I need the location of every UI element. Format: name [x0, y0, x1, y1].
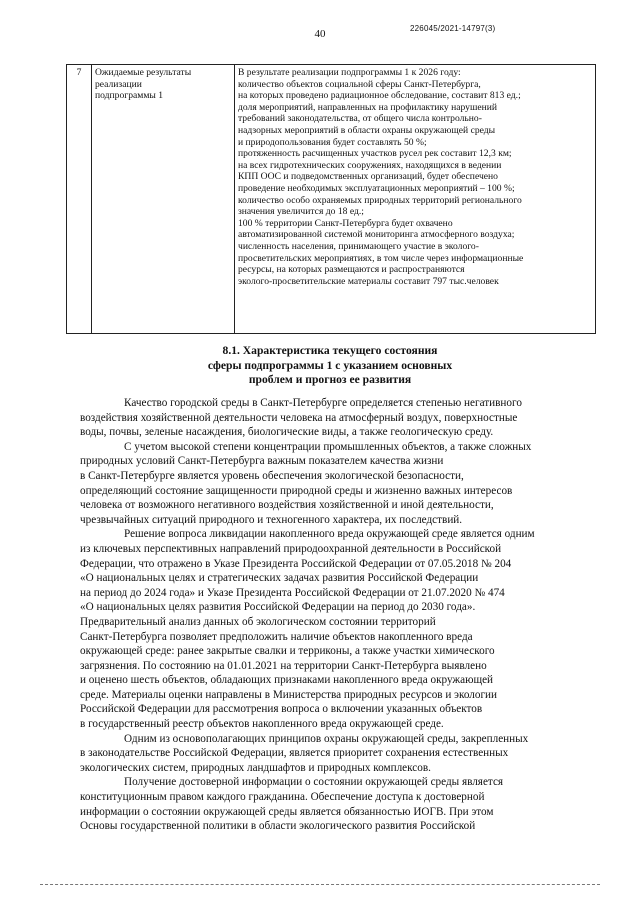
row-content-line: количество особо охраняемых природных территорий регионального	[238, 194, 522, 206]
row-name-line: реализации	[95, 78, 142, 90]
paragraph-line: определяющий состояние защищенности природной среды и жизненно важных интересов	[80, 484, 513, 497]
paragraph-line: Основы государственной политики в области экологического развития Российской	[80, 820, 476, 833]
paragraph-line: экологических систем, природных ландшафтов и природных комплексов.	[80, 761, 431, 774]
paragraph-line: Предварительный анализ данных об экологическом состоянии территорий	[80, 615, 436, 628]
paragraph-line: окружающей среде: ранее закрытые свалки и терриконы, а также участки химического	[80, 645, 495, 658]
row-content-line: и природопользования будет составлять 50 %;	[238, 136, 427, 148]
paragraph-line: информации о состоянии окружающей среды является обязанностью ИОГВ. При этом	[80, 805, 494, 818]
row-content-line: просветительских мероприятиях, в том числе через информационные	[238, 252, 524, 264]
section-title-line: сферы подпрограммы 1 с указанием основных	[207, 358, 453, 372]
paragraph-line: воды, почвы, зеленые насаждения, биологические виды, а также геологическую среду.	[80, 426, 494, 439]
paragraph-line: человека от возможного негативного воздействия хозяйственной и иной деятельности,	[80, 499, 494, 512]
paragraph-line: Санкт-Петербурга позволяет предположить наличие объектов накопленного вреда	[80, 630, 473, 643]
paragraph-line: С учетом высокой степени концентрации промышленных объектов, а также сложных	[124, 440, 532, 453]
row-content-line: надзорных мероприятий в области охраны окружающей среды	[238, 124, 496, 136]
row-content-line: ресурсы, на которых размещаются и распространяются	[238, 264, 465, 276]
section-title	[80, 344, 580, 388]
row-content-line: протяженность расчищенных участков русел рек составит 12,3 км;	[238, 148, 512, 160]
paragraph-line: Получение достоверной информации о состоянии окружающей среды является	[124, 776, 504, 789]
paragraph-line: в государственный реестр объектов накопленного вреда окружающей среде.	[80, 718, 444, 731]
paragraph-line: Одним из основополагающих принципов охраны окружающей среды, закрепленных	[124, 732, 529, 745]
row-content-line: количество объектов социальной сферы Санкт-Петербурга,	[238, 78, 481, 90]
paragraph-line: на период до 2024 года» и Указе Президента Российской Федерации от 21.07.2020 № 474	[80, 586, 505, 599]
row-name-line: Ожидаемые результаты	[95, 67, 192, 78]
paragraph-line: Качество городской среды в Санкт-Петербурге определяется степенью негативного	[124, 397, 522, 409]
paragraph-line: Федерации, что отражено в Указе Президента Российской Федерации от 07.05.2018 № 204	[80, 557, 512, 570]
results-table	[66, 64, 596, 334]
paragraph-line: из ключевых перспективных направлений природоохранной деятельности в Российской	[80, 542, 502, 555]
paragraph-line: конституционным правом каждого гражданина. Обеспечение доступа к достоверной	[80, 791, 485, 804]
paragraph-line: воздействия хозяйственной деятельности человека на атмосферный воздух, поверхностные	[80, 411, 518, 424]
row-name-line: подпрограммы 1	[95, 90, 164, 102]
section-title-line: 8.1. Характеристика текущего состояния	[222, 344, 438, 357]
paragraph-line: в законодательстве Российской Федерации, является приоритет сохранения естественных	[80, 747, 509, 760]
row-content-line: значения увеличится до 18 ед.;	[238, 206, 364, 218]
row-content-line: требований законодательства, от общего числа контрольно-	[238, 113, 482, 125]
row-content-line: КПП ООС и подведомственных организаций, будет обеспечено	[238, 171, 498, 183]
paragraph-line: «О национальных целях и стратегических задачах развития Российской Федерации	[80, 572, 479, 585]
paragraph-line: загрязнения. По состоянию на 01.01.2021 на территории Санкт-Петербурга выявлено	[80, 659, 487, 672]
paragraph-line: «О национальных целях развития Российской Федерации на период до 2030 года».	[80, 601, 476, 614]
paragraph-line: и оценено шесть объектов, обладающих признаками накопленного вреда окружающей	[80, 674, 494, 687]
row-name-cell	[92, 65, 235, 334]
row-content-line: автоматизированной системой мониторинга атмосферного воздуха;	[238, 229, 515, 241]
paragraph-line: среде. Материалы оценки направлены в Министерства природных ресурсов и экологии	[80, 688, 498, 701]
section-title-line: проблем и прогноз ее развития	[248, 373, 412, 387]
row-content-line: В результате реализации подпрограммы 1 к 2026 году:	[238, 67, 461, 78]
row-content-cell	[235, 65, 596, 334]
row-content-line: на которых проведено радиационное обследование, составит 813 ед.;	[238, 90, 521, 102]
paragraph-line: чрезвычайных ситуаций природного и техногенного характера, их последствий.	[80, 513, 463, 526]
paragraph-line: в Санкт-Петербурге является уровень обеспечения экологической безопасности,	[80, 469, 464, 482]
row-number-cell: 7	[67, 65, 92, 334]
body-text	[80, 396, 600, 834]
table-row	[67, 65, 596, 334]
paragraph-line: природных условий Санкт-Петербурга важным показателем качества жизни	[80, 455, 444, 468]
document-id: 226045/2021-14797(3)	[410, 24, 496, 33]
row-content-line: 100 % территории Санкт-Петербурга будет охвачено	[238, 217, 453, 229]
page-number: 40	[314, 28, 326, 40]
row-content-line: эколого-просветительские материалы составит 797 тыс.человек	[238, 275, 499, 287]
page-bottom-rule	[40, 884, 600, 885]
row-content-line: на всех гидротехнических сооружениях, находящихся в ведении	[238, 159, 502, 171]
paragraph-line: Российской Федерации для рассмотрения вопроса о включении указанных объектов	[80, 703, 483, 716]
row-content-line: доля мероприятий, направленных на профилактику нарушений	[238, 101, 498, 113]
row-content-line: проведение необходимых эксплуатационных мероприятий – 100 %;	[238, 182, 515, 194]
paragraph-line: Решение вопроса ликвидации накопленного вреда окружающей среде является одним	[124, 528, 535, 541]
row-content-line: численность населения, принимающего участие в эколого-	[238, 240, 479, 252]
